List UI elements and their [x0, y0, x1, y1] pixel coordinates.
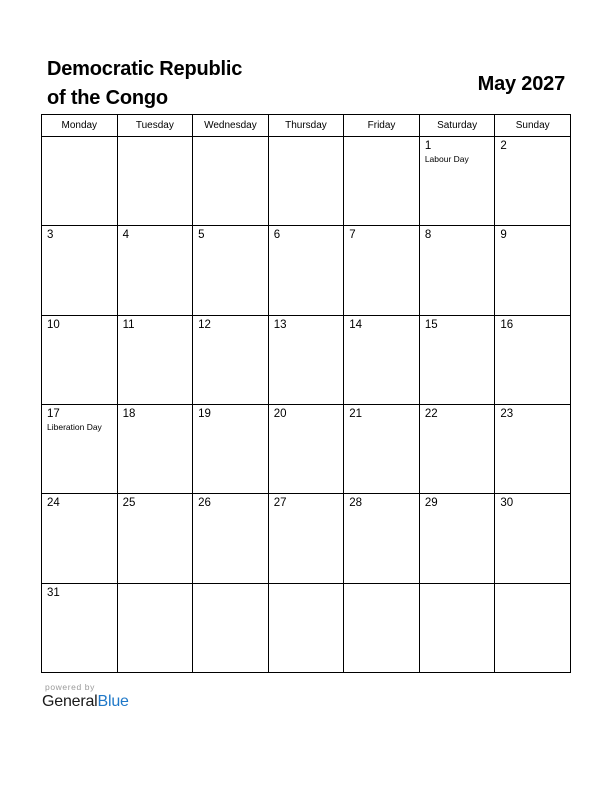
day-number: 18	[122, 407, 136, 420]
holiday-label	[344, 510, 419, 511]
day-cell	[495, 137, 571, 226]
day-number: 23	[500, 407, 514, 420]
day-number: 26	[198, 497, 211, 510]
day-number: 28	[349, 497, 363, 510]
day-cell	[42, 494, 118, 583]
day-number: 14	[349, 318, 363, 331]
holiday-label	[269, 140, 344, 141]
logo-text-general: General	[42, 693, 98, 710]
day-number: 24	[47, 497, 60, 510]
day-cell	[117, 315, 193, 404]
week-row	[42, 404, 571, 493]
weekday-tuesday: Tuesday	[117, 115, 193, 137]
day-number: 3	[47, 229, 54, 242]
holiday-label	[118, 587, 193, 588]
holiday-label	[118, 421, 193, 422]
holiday-label	[495, 332, 570, 333]
day-cell	[419, 137, 495, 226]
day-number: 30	[500, 497, 514, 510]
holiday-label	[495, 421, 570, 422]
holiday-label	[118, 332, 193, 333]
day-cell	[268, 226, 344, 315]
weekday-sunday: Sunday	[495, 115, 571, 137]
day-cell	[419, 404, 495, 493]
day-number: 27	[273, 497, 287, 510]
day-cell	[193, 226, 269, 315]
day-cell	[42, 315, 118, 404]
day-number: 2	[500, 140, 507, 152]
calendar-grid	[41, 114, 571, 673]
holiday-label	[269, 510, 344, 511]
day-cell	[193, 315, 269, 404]
holiday-label	[269, 332, 344, 333]
day-cell	[495, 404, 571, 493]
holiday-label	[344, 242, 419, 243]
day-number: 15	[424, 318, 438, 331]
day-cell	[42, 137, 118, 226]
weekday-wednesday: Wednesday	[193, 115, 269, 137]
weekday-saturday: Saturday	[419, 115, 495, 137]
weekday-thursday: Thursday	[268, 115, 344, 137]
day-number: 5	[198, 229, 205, 242]
day-cell	[42, 404, 118, 493]
holiday-label	[495, 510, 570, 511]
day-cell	[117, 494, 193, 583]
day-number: 10	[47, 318, 60, 331]
day-cell	[193, 494, 269, 583]
weekday-monday: Monday	[42, 115, 118, 137]
day-cell	[344, 226, 420, 315]
day-number: 29	[424, 497, 438, 510]
day-cell	[42, 226, 118, 315]
day-number: 13	[273, 318, 287, 331]
holiday-label	[344, 332, 419, 333]
holiday-label	[420, 587, 495, 588]
holiday-label	[420, 332, 495, 333]
holiday-label	[420, 421, 495, 422]
holiday-label	[495, 153, 570, 154]
week-row	[42, 583, 571, 672]
day-number: 12	[198, 318, 211, 331]
day-number: 21	[349, 407, 363, 420]
holiday-label	[42, 242, 117, 243]
day-cell	[344, 494, 420, 583]
day-cell	[419, 315, 495, 404]
logo-text-blue: Blue	[97, 693, 129, 710]
day-cell	[344, 583, 420, 672]
day-cell	[193, 137, 269, 226]
holiday-label	[420, 242, 495, 243]
day-number: 8	[424, 229, 432, 242]
day-cell	[419, 494, 495, 583]
day-cell	[344, 315, 420, 404]
holiday-label	[269, 242, 344, 243]
day-number: 16	[500, 318, 514, 331]
week-row	[42, 226, 571, 315]
day-cell	[117, 583, 193, 672]
day-cell	[193, 583, 269, 672]
holiday-label: Labour Day	[424, 154, 469, 164]
day-cell	[495, 583, 571, 672]
day-number: 22	[424, 407, 438, 420]
day-cell	[268, 137, 344, 226]
holiday-label	[420, 510, 495, 511]
holiday-label	[193, 510, 268, 511]
holiday-label	[118, 242, 193, 243]
day-cell	[268, 494, 344, 583]
day-cell	[42, 583, 118, 672]
weekday-header-row	[42, 115, 571, 137]
holiday-label	[269, 421, 344, 422]
holiday-label	[193, 332, 268, 333]
day-cell	[495, 226, 571, 315]
day-cell	[495, 494, 571, 583]
day-number: 11	[122, 318, 135, 331]
day-cell	[268, 583, 344, 672]
holiday-label: Liberation Day	[47, 421, 102, 432]
holiday-label	[193, 242, 268, 243]
day-cell	[117, 404, 193, 493]
day-number: 4	[122, 229, 129, 242]
holiday-label	[193, 421, 268, 422]
holiday-label	[344, 421, 419, 422]
day-cell	[344, 137, 420, 226]
week-row	[42, 494, 571, 583]
day-cell	[117, 226, 193, 315]
holiday-label	[42, 510, 117, 511]
country-title	[47, 55, 347, 113]
day-cell	[419, 226, 495, 315]
holiday-label	[42, 140, 117, 141]
country-title-line2: of the Congo	[47, 87, 168, 109]
day-number: 7	[349, 229, 356, 242]
weekday-friday: Friday	[344, 115, 420, 137]
day-cell	[193, 404, 269, 493]
holiday-label	[344, 587, 419, 588]
holiday-label	[42, 332, 117, 333]
week-row	[42, 137, 571, 226]
day-cell	[419, 583, 495, 672]
day-cell	[268, 404, 344, 493]
day-cell	[268, 315, 344, 404]
day-cell	[117, 137, 193, 226]
month-year-title: May 2027	[477, 73, 565, 95]
holiday-label	[193, 140, 268, 141]
day-number: 1	[424, 140, 432, 152]
holiday-label	[118, 510, 193, 511]
day-number: 31	[47, 586, 60, 599]
day-number: 25	[122, 497, 136, 510]
holiday-label	[42, 600, 117, 601]
day-cell	[344, 404, 420, 493]
holiday-label	[495, 242, 570, 243]
day-number: 20	[273, 407, 287, 420]
week-row	[42, 315, 571, 404]
day-number: 6	[273, 229, 281, 242]
holiday-label	[193, 587, 268, 588]
holiday-label	[118, 140, 193, 141]
country-title-line1: Democratic Republic	[47, 58, 243, 80]
holiday-label	[495, 587, 570, 588]
day-number: 9	[500, 229, 507, 242]
day-number: 17	[47, 407, 60, 420]
day-cell	[495, 315, 571, 404]
generalblue-logo[interactable]	[42, 693, 129, 711]
powered-by-label: powered by	[45, 682, 95, 692]
holiday-label	[344, 140, 419, 141]
day-number: 19	[198, 407, 211, 420]
holiday-label	[269, 587, 344, 588]
